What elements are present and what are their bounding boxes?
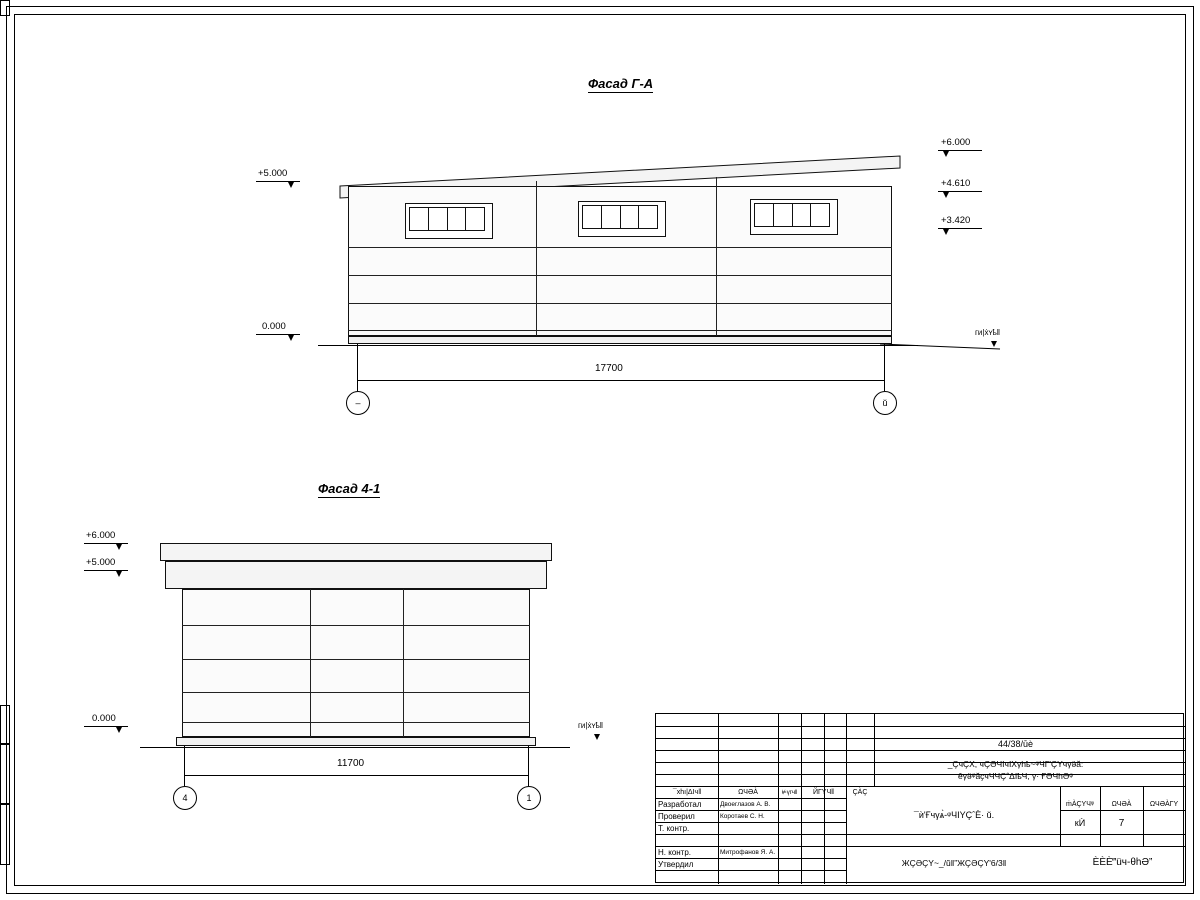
tb-hline-right bbox=[846, 786, 1185, 787]
facade-1-window-1 bbox=[405, 203, 493, 239]
margin-stub-left-2 bbox=[0, 743, 10, 805]
facade-2-ground-line bbox=[140, 747, 570, 748]
facade-1-window-2 bbox=[578, 201, 666, 237]
facade-2-dimension-label: 11700 bbox=[337, 758, 365, 769]
tb-hline bbox=[656, 726, 1185, 727]
tb-object-line1: _ÇчÇX, чÇƏЧIчIXγhҍ~ᵠЧГ'ÇYчγӛӑ: bbox=[947, 759, 1084, 769]
tb-role-name-0: Двоеглазов А. В. bbox=[720, 800, 771, 808]
tb-sheet-label: ΩЧӘÀ bbox=[1111, 800, 1132, 808]
facade-1-level-0000-arrow bbox=[288, 335, 294, 341]
tb-sheets-label: ΩЧӘÀΓY bbox=[1149, 800, 1179, 808]
facade-1-level-5000-arrow bbox=[288, 182, 294, 188]
facade-1-dim-line bbox=[357, 380, 884, 381]
tb-role-name-2 bbox=[720, 822, 778, 834]
facade-1-plinth bbox=[348, 336, 892, 344]
tb-stage-label: ṁÀÇYЧᵠ bbox=[1066, 800, 1094, 808]
window-pane bbox=[639, 206, 657, 228]
tb-organisation: ÈÈÈ‴üч-θhӘ” bbox=[1092, 856, 1153, 868]
facade-2-joint-2 bbox=[182, 659, 530, 660]
tb-vline bbox=[824, 714, 825, 884]
facade-2-axis-left-mark: 4 bbox=[173, 786, 197, 810]
facade-1-level-0000: 0.000 bbox=[262, 321, 286, 332]
facade-2-plinth bbox=[176, 737, 536, 746]
tb-drawing-name: ¯ѝ'Ғчγѧ̀-ᵠЧIYÇˆÈ· ŭ. bbox=[913, 810, 995, 820]
window-pane bbox=[811, 204, 829, 226]
tb-role-2: Т. контр. bbox=[658, 823, 690, 833]
window-pane bbox=[793, 204, 812, 226]
tb-role-name-4: Митрофанов Я. А. bbox=[720, 848, 776, 856]
window-pane bbox=[410, 208, 429, 230]
facade-2-ground-note-arrow bbox=[594, 734, 600, 740]
margin-stub-left-3 bbox=[0, 803, 10, 865]
facade-1-vjoint-1 bbox=[536, 181, 537, 336]
facade-2-joint-1 bbox=[182, 625, 530, 626]
facade-1-joint-4 bbox=[348, 330, 892, 331]
window-pane bbox=[621, 206, 640, 228]
tb-hline bbox=[656, 870, 846, 871]
facade-1-level-3420-arrow bbox=[943, 229, 949, 235]
tb-role-5: Утвердил bbox=[658, 859, 694, 869]
tb-role-name-1: Коротаев С. Н. bbox=[720, 812, 765, 820]
margin-stub-left-1 bbox=[0, 705, 10, 745]
tb-vline bbox=[801, 714, 802, 884]
facade-1-level-4610: +4.610 bbox=[941, 178, 971, 189]
facade-2-level-0000: 0.000 bbox=[92, 713, 116, 724]
tb-role-0: Разработал bbox=[658, 799, 702, 809]
window-pane bbox=[466, 208, 484, 230]
facade-2-vjoint-2 bbox=[403, 589, 404, 737]
facade-1-axis-left-extension bbox=[357, 344, 358, 391]
facade-1-dimension-label: 17700 bbox=[595, 363, 623, 374]
window-pane bbox=[774, 204, 793, 226]
tb-role-1: Проверил bbox=[658, 811, 695, 821]
facade-2-axis-right-extension bbox=[528, 746, 529, 786]
window-pane bbox=[583, 206, 602, 228]
tb-role-name-5 bbox=[720, 858, 778, 870]
facade-1-ground-note-arrow bbox=[991, 341, 997, 347]
facade-1-ground-note: ᴦᴎ|ẋʏҍ‖ bbox=[975, 328, 1001, 337]
facade-2-title: Фасад 4-1 bbox=[318, 481, 381, 496]
facade-2-joint-4 bbox=[182, 722, 530, 723]
facade-2-joint-3 bbox=[182, 692, 530, 693]
facade-1-window-3 bbox=[750, 199, 838, 235]
facade-1-level-3420: +3.420 bbox=[941, 215, 971, 226]
tb-role-3 bbox=[658, 834, 718, 846]
facade-2-level-5000-arrow bbox=[116, 571, 122, 577]
facade-2-axis-right-mark: 1 bbox=[517, 786, 541, 810]
tb-role-name-3 bbox=[720, 834, 778, 846]
facade-2-level-6000-arrow bbox=[116, 544, 122, 550]
facade-2-wall bbox=[182, 589, 530, 737]
facade-1-vjoint-2 bbox=[716, 177, 717, 336]
tb-sheet-value: 7 bbox=[1118, 817, 1125, 829]
facade-1-axis-left-mark: – bbox=[346, 391, 370, 415]
facade-2-axis-left-extension bbox=[184, 746, 185, 786]
facade-2-roof-fascia bbox=[165, 561, 547, 589]
tb-hline-right bbox=[1060, 810, 1185, 811]
facade-2-dim-line bbox=[184, 775, 528, 776]
window-pane bbox=[602, 206, 621, 228]
tb-vline bbox=[718, 714, 719, 884]
tb-role-4: Н. контр. bbox=[658, 847, 692, 857]
facade-2-roof bbox=[160, 543, 552, 561]
facade-1-joint-2 bbox=[348, 275, 892, 276]
tb-col-header-5: ÇÀÇ bbox=[852, 788, 868, 796]
facade-1-axis-right-extension bbox=[884, 344, 885, 391]
margin-stub-top bbox=[0, 0, 10, 16]
facade-1-axis-right-mark: ŭ bbox=[873, 391, 897, 415]
facade-1-level-6000-arrow bbox=[943, 151, 949, 157]
facade-2-level-6000: +6.000 bbox=[86, 530, 116, 541]
facade-2-vjoint-1 bbox=[310, 589, 311, 737]
facade-1-title: Фасад Г-А bbox=[588, 76, 654, 91]
tb-vline bbox=[778, 714, 779, 884]
tb-object-line2: êγӛᵠӑҫчЧЧÇˆΔIҍЧ, γ· ҒӘЧһӘᵠ bbox=[958, 771, 1073, 781]
tb-col-header-3: ⊭үгч‖ bbox=[781, 789, 798, 796]
facade-2-level-0000-arrow bbox=[116, 727, 122, 733]
tb-hline-top bbox=[846, 750, 1185, 751]
facade-1-level-5000: +5.000 bbox=[258, 168, 288, 179]
tb-code: 44/38/ūè bbox=[997, 739, 1034, 749]
tb-hline-right bbox=[846, 834, 1185, 835]
tb-hline-right bbox=[846, 846, 1185, 847]
tb-bottom-name: ЖÇӘÇY~_/ŭ‖”ЖÇӘÇY'6/3‖ bbox=[901, 858, 1007, 868]
window-pane bbox=[755, 204, 774, 226]
tb-sheets-value bbox=[1143, 816, 1185, 830]
facade-1-level-6000: +6.000 bbox=[941, 137, 971, 148]
window-pane bbox=[448, 208, 467, 230]
window-pane bbox=[429, 208, 448, 230]
facade-1-ground-line bbox=[318, 345, 918, 346]
tb-col-header-2: ΩЧӘÀ bbox=[738, 788, 758, 796]
facade-1-joint-3 bbox=[348, 303, 892, 304]
facade-1-joint-1 bbox=[348, 247, 892, 248]
facade-1-level-4610-arrow bbox=[943, 192, 949, 198]
facade-2-level-5000: +5.000 bbox=[86, 557, 116, 568]
title-block bbox=[655, 713, 1184, 883]
tb-col-header-4: ЙГYЧ‖ bbox=[812, 788, 835, 796]
tb-col-header-1: ¯xhı|ΔIч‖ bbox=[672, 788, 702, 796]
tb-stage-value: кЍ bbox=[1074, 818, 1086, 828]
facade-2-ground-note: ᴦᴎ|ẋʏҍ‖ bbox=[578, 721, 604, 730]
